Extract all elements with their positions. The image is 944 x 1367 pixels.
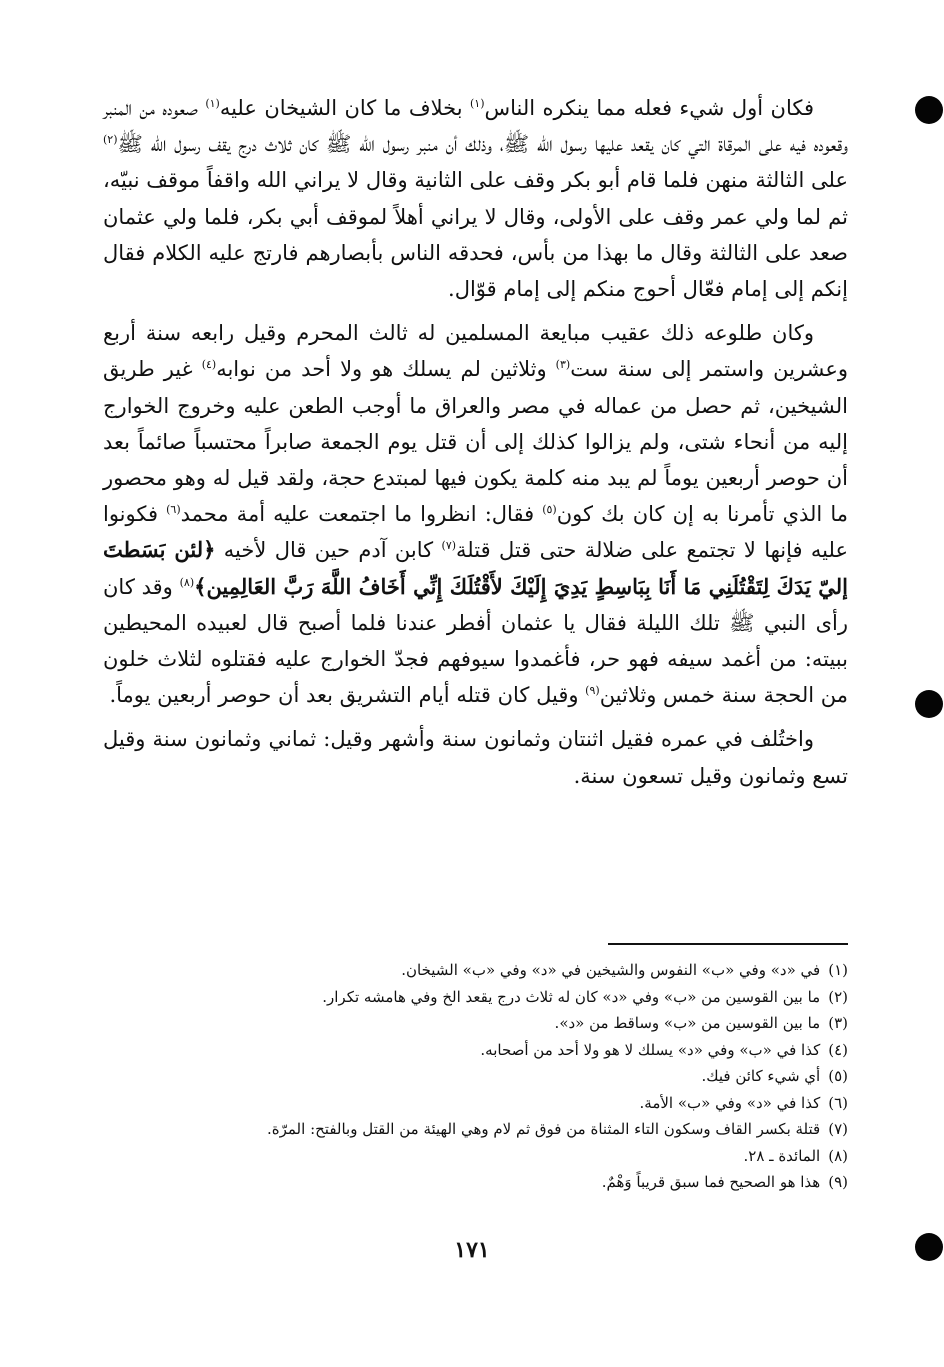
text-run: فقال: انظروا ما اجتمعت عليه أمة محمد bbox=[180, 502, 543, 527]
text-run: وقد كان رأى النبي ﷺ تلك الليلة فقال يا عثمان أفطر عندنا فلما أصبح قال لعبيده المحيطين ببيته: من أغمد سيفه فهو حر، فأغمدوا سيوفهم فجدّ الخوارج عليه فقتلوه لثلاث خلون من الحجة سنة خمس وثلاثين bbox=[103, 574, 848, 708]
footnote-text: المائدة ـ ٢٨. bbox=[743, 1146, 821, 1165]
text-run: على الثالثة منهن فلما قام أبو بكر وقف على الثانية وقال لا يراني الله واقفاً موقف نبيّه، ثم لما ولي عمر وقف على الأولى، وقال لا يراني أهلاً لموقف أبي بكر، فلما ولي عثمان صعد على الثالثة وقال ما بهذا من بأس، فحدقه الناس بأبصارهم فارتج عليه الكلام فقال إنكم إلى إمام فعّال أحوج منكم إلى إمام قوّال. bbox=[103, 168, 848, 302]
quran-quote: ﴿لئن بَسَطتَ إليّ يَدَكَ لِتَقْتُلَنِي مَا أَنَا بِبَاسِطٍ يَدِيَ إِلَيْكَ لأَقْتُلَكَ إِنِّي أَخَافُ اللَّهَ رَبَّ العَالِمِين﴾ bbox=[103, 537, 848, 599]
footnote-item bbox=[103, 1116, 848, 1143]
footnote-number: (٩) bbox=[828, 1173, 848, 1191]
footnote-marker: (٧) bbox=[441, 539, 457, 553]
footnote-marker: (٨) bbox=[179, 575, 195, 589]
footnote-number: (٤) bbox=[828, 1040, 848, 1059]
footnote-marker: (١) bbox=[469, 97, 485, 110]
footnote-number: (٨) bbox=[828, 1146, 848, 1165]
footnote-number: (٦) bbox=[828, 1093, 848, 1112]
text-run: واختُلف في عمره فقيل اثنتان وثمانون سنة وأشهر وقيل: ثماني وثمانون سنة وقيل تسع وثمانون وقيل تسعون سنة. bbox=[103, 727, 848, 788]
text-run: غير طريق الشيخين، ثم حصل من عماله في مصر والعراق ما أوجب الطعن عليه وخروج الخوارج إليه من أنحاء شتى، ولم يزالوا كذلك إلى أن قتل يوم الجمعة صابراً محتسباً صائماً بعد أن حوصر أربعين يوماً لم يبد منه كلمة يكون فيها لمبتدع حجة، ولقد قيل له وهو محصور ما الذي تأمرنا به إن كان بك كون bbox=[103, 357, 848, 527]
footnote-text: قتلة بكسر القاف وسكون التاء المثناة من فوق ثم لام وهي الهيئة من القتل وبالفتح: المرّة. bbox=[266, 1120, 821, 1138]
footnote-marker: (٦) bbox=[166, 503, 181, 517]
footnote-item bbox=[103, 1037, 848, 1064]
text-run: وكان طلوعه ذلك عقيب مبايعة المسلمين له ثالث المحرم وقيل رابعه سنة أربع وعشرين واستمر إلى سنة ست bbox=[103, 321, 849, 382]
footnote-item bbox=[103, 1063, 848, 1090]
text-run: وقيل كان قتله أيام التشريق بعد أن حوصر أربعين يوماً. bbox=[109, 683, 586, 708]
footnote-marker: (٤) bbox=[201, 358, 217, 372]
main-text bbox=[103, 90, 848, 794]
footnote-number: (١) bbox=[828, 961, 848, 979]
text-run: بخلاف ما كان الشيخان عليه bbox=[219, 96, 470, 120]
footnote-marker: (٣) bbox=[555, 358, 571, 372]
footnote-text: في «د» وفي «ب» النفوس والشيخين في «د» وفي «ب» الشيخان. bbox=[401, 961, 821, 979]
text-run: فكان أول شيء فعله مما ينكره الناس bbox=[484, 96, 814, 120]
page-number: ١٧١ bbox=[454, 1237, 490, 1263]
footnote-marker: (١) bbox=[205, 97, 220, 110]
text-run: كابن آدم حين قال لأخيه bbox=[215, 538, 442, 563]
text-run: فكونوا عليه فإنها لا تجتمع على ضلالة حتى قتل قتلة bbox=[103, 502, 848, 563]
footnote-item bbox=[103, 1010, 848, 1037]
footnote-separator bbox=[608, 943, 848, 945]
footnote-marker: (٢) bbox=[103, 133, 118, 147]
footnote-marker: (٩) bbox=[585, 684, 600, 698]
binder-hole-top bbox=[915, 96, 943, 124]
footnotes-list bbox=[103, 957, 848, 1196]
footnote-text: كذا في «ب» وفي «د» يسلك لا هو ولا أحد من أصحابه. bbox=[480, 1040, 821, 1059]
footnote-item bbox=[103, 1090, 848, 1117]
paragraph-2 bbox=[103, 315, 848, 713]
footnote-text: كذا في «د» وفي «ب» الأمة. bbox=[639, 1093, 821, 1112]
footnote-text: ما بين القوسين من «ب» وساقط من «د». bbox=[554, 1014, 821, 1032]
footnote-item bbox=[103, 984, 848, 1011]
paragraph-1 bbox=[103, 90, 848, 307]
footnote-item bbox=[103, 1143, 848, 1170]
text-run: وثلاثين لم يسلك هو ولا أحد من نوابه bbox=[216, 357, 556, 382]
footnote-number: (٣) bbox=[828, 1014, 848, 1032]
paragraph-3 bbox=[103, 721, 848, 793]
footnote-item bbox=[103, 1169, 848, 1196]
text-run: صعوده من المنبر وقعوده فيه على المرقاة التي كان يقعد عليها رسول الله ﷺ، وذلك أن منبر رسول الله ﷺ كان ثلاث درج يقف رسول الله ﷺ bbox=[103, 96, 848, 157]
footnote-text: أي شيء كائن فيك. bbox=[701, 1067, 821, 1085]
binder-hole-middle bbox=[915, 690, 943, 718]
footnote-number: (٢) bbox=[828, 987, 848, 1006]
footnote-number: (٧) bbox=[828, 1120, 848, 1138]
footnote-text: ما بين القوسين من «ب» وفي «د» كان له ثلاث درج يقعد الخ وفي هامشه تكرار. bbox=[322, 987, 821, 1006]
footnote-item bbox=[103, 957, 848, 984]
footnote-number: (٥) bbox=[828, 1067, 848, 1085]
footnote-marker: (٥) bbox=[542, 503, 557, 517]
footnote-text: هذا هو الصحيح فما سبق قريباً وَهْمٌ. bbox=[601, 1173, 821, 1191]
